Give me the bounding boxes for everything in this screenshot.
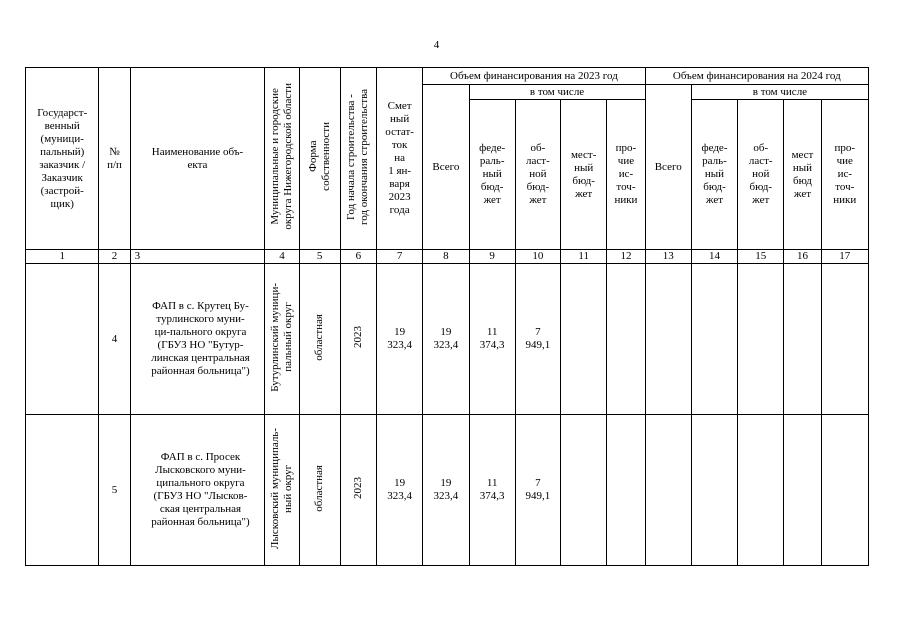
column-number: 9 bbox=[469, 250, 515, 264]
column-number: 16 bbox=[784, 250, 821, 264]
cell-total-2024 bbox=[645, 264, 691, 415]
header-federal-2024: феде- раль- ный бюд- жет bbox=[691, 100, 737, 250]
municipality-text: Бутурлинский муници- пальный округ bbox=[268, 282, 294, 392]
header-including-2024: в том числе bbox=[691, 85, 868, 100]
header-fin-2024: Объем финансирования на 2024 год bbox=[645, 68, 868, 85]
years-text: 2023 bbox=[351, 326, 364, 348]
cell-customer bbox=[26, 264, 99, 415]
cell-other-2024 bbox=[821, 415, 868, 566]
header-years-cell bbox=[340, 68, 376, 250]
cell-other-2024 bbox=[821, 264, 868, 415]
cell-federal-2023: 11 374,3 bbox=[469, 264, 515, 415]
column-number: 14 bbox=[691, 250, 737, 264]
column-number: 5 bbox=[299, 250, 340, 264]
page-number: 4 bbox=[433, 39, 440, 51]
header-local-2024: мест ный бюд жет bbox=[784, 100, 821, 250]
column-number: 10 bbox=[515, 250, 560, 264]
cell-num: 5 bbox=[99, 415, 130, 566]
header-regional-2023: об- ласт- ной бюд- жет bbox=[515, 100, 560, 250]
header-regional-2024: об- ласт- ной бюд- жет bbox=[738, 100, 784, 250]
header-customer: Государст- венный (муници- пальный) заказчик / Заказчик (застрой- щик) bbox=[26, 68, 99, 250]
column-number: 3 bbox=[130, 250, 265, 264]
column-number: 4 bbox=[265, 250, 299, 264]
cell-balance: 19 323,4 bbox=[377, 415, 423, 566]
cell-ownership bbox=[299, 264, 340, 415]
column-number: 11 bbox=[561, 250, 607, 264]
header-fin-2023: Объем финансирования на 2023 год bbox=[423, 68, 645, 85]
header-ownership: Форма собственности bbox=[306, 122, 332, 191]
municipality-text: Лысковский муниципаль- ный округ bbox=[268, 427, 294, 549]
ownership-text: областная bbox=[313, 464, 326, 512]
cell-federal-2023: 11 374,3 bbox=[469, 415, 515, 566]
header-including-2023: в том числе bbox=[469, 85, 645, 100]
header-total-2024: Всего bbox=[645, 85, 691, 250]
cell-ownership bbox=[299, 415, 340, 566]
header-years: Год начала строительства - год окончания строительства bbox=[345, 88, 371, 225]
cell-local-2024 bbox=[784, 264, 821, 415]
header-federal-2023: феде- раль- ный бюд- жет bbox=[469, 100, 515, 250]
ownership-text: областная bbox=[313, 313, 326, 361]
column-number: 2 bbox=[99, 250, 130, 264]
cell-num: 4 bbox=[99, 264, 130, 415]
cell-municipality bbox=[265, 415, 299, 566]
header-name: Наименование объ- екта bbox=[130, 68, 265, 250]
table-row bbox=[26, 264, 869, 415]
cell-total-2024 bbox=[645, 415, 691, 566]
column-number: 7 bbox=[377, 250, 423, 264]
column-number: 17 bbox=[821, 250, 868, 264]
cell-local-2023 bbox=[561, 415, 607, 566]
years-text: 2023 bbox=[351, 477, 364, 499]
column-number: 13 bbox=[645, 250, 691, 264]
header-local-2023: мест- ный бюд- жет bbox=[561, 100, 607, 250]
cell-years bbox=[340, 415, 376, 566]
column-number: 8 bbox=[423, 250, 469, 264]
cell-regional-2024 bbox=[738, 264, 784, 415]
header-municipality: Муниципальные и городские округа Нижегородской области bbox=[268, 83, 294, 230]
column-number: 1 bbox=[26, 250, 99, 264]
cell-regional-2023: 7 949,1 bbox=[515, 415, 560, 566]
cell-local-2023 bbox=[561, 264, 607, 415]
cell-name: ФАП в с. Просек Лысковского муни- ципального округа (ГБУЗ НО "Лысков- ская центральная районная больница") bbox=[130, 415, 265, 566]
header-municipality-cell bbox=[265, 68, 299, 250]
cell-other-2023 bbox=[607, 415, 645, 566]
cell-local-2024 bbox=[784, 415, 821, 566]
header-num: № п/п bbox=[99, 68, 130, 250]
cell-regional-2024 bbox=[738, 415, 784, 566]
header-other-2024: про- чие ис- точ- ники bbox=[821, 100, 868, 250]
cell-years bbox=[340, 264, 376, 415]
header-balance: Смет ный остат- ток на 1 ян- варя 2023 года bbox=[377, 68, 423, 250]
financing-table bbox=[25, 67, 869, 566]
cell-federal-2024 bbox=[691, 415, 737, 566]
cell-regional-2023: 7 949,1 bbox=[515, 264, 560, 415]
cell-balance: 19 323,4 bbox=[377, 264, 423, 415]
column-number: 12 bbox=[607, 250, 645, 264]
cell-total-2023: 19 323,4 bbox=[423, 415, 469, 566]
column-number: 6 bbox=[340, 250, 376, 264]
header-other-2023: про- чие ис- точ- ники bbox=[607, 100, 645, 250]
cell-municipality bbox=[265, 264, 299, 415]
cell-name: ФАП в с. Крутец Бу- турлинского муни- ци-пального округа (ГБУЗ НО "Бутур- линская центральная районная больница") bbox=[130, 264, 265, 415]
column-number: 15 bbox=[738, 250, 784, 264]
cell-total-2023: 19 323,4 bbox=[423, 264, 469, 415]
table-row bbox=[26, 415, 869, 566]
header-total-2023: Всего bbox=[423, 85, 469, 250]
header-ownership-cell bbox=[299, 68, 340, 250]
cell-federal-2024 bbox=[691, 264, 737, 415]
cell-customer bbox=[26, 415, 99, 566]
column-number-row bbox=[26, 250, 869, 264]
cell-other-2023 bbox=[607, 264, 645, 415]
